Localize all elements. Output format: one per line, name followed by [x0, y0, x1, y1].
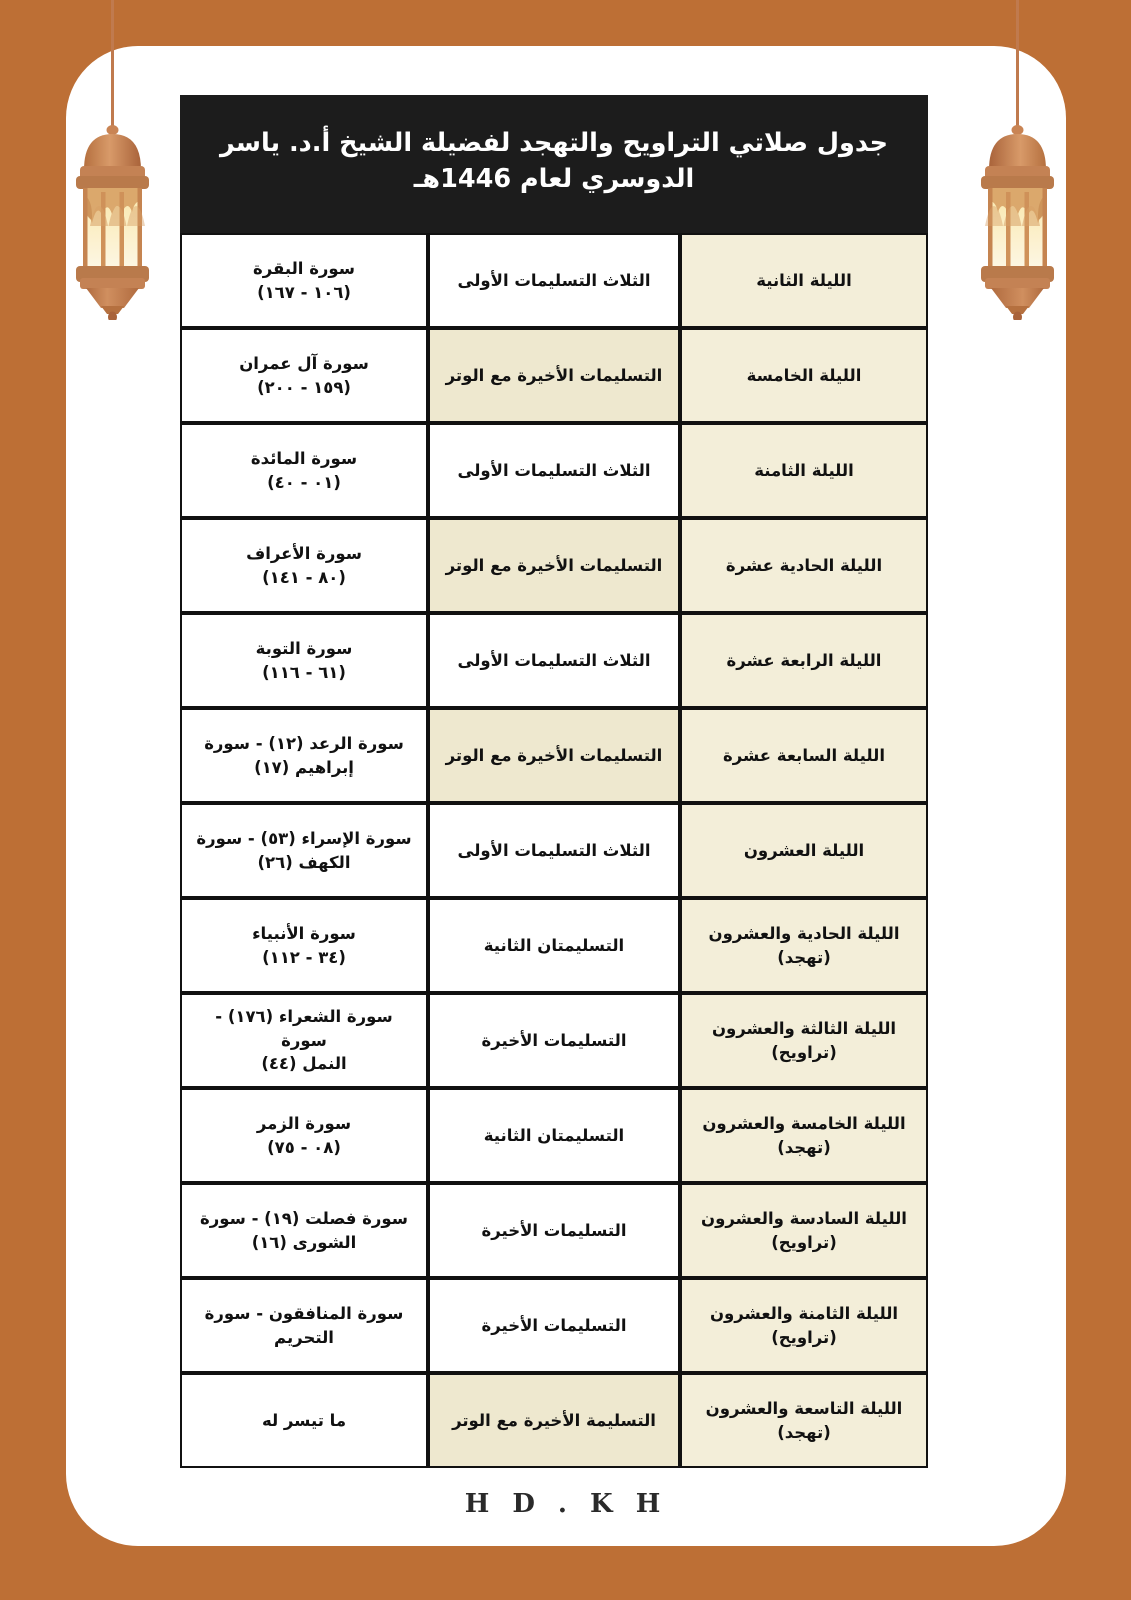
tasleem-label: الثلاث التسليمات الأولى [457, 270, 651, 290]
cell-surah [180, 898, 428, 993]
night-label: الليلة الرابعة عشرة [726, 650, 882, 670]
page-title [220, 125, 888, 197]
surah-label: سورة فصلت (١٩) - سورة [200, 1208, 408, 1228]
night-label: الليلة الحادية عشرة [725, 555, 883, 575]
cell-night [680, 518, 928, 613]
cell-night [680, 708, 928, 803]
table-body [180, 233, 928, 1468]
cell-tasleem [428, 1183, 680, 1278]
cell-surah [180, 1183, 428, 1278]
night-label: الليلة الثانية [756, 270, 852, 290]
surah-label: سورة الشعراء (١٧٦) - سورة [215, 1006, 393, 1050]
cell-tasleem [428, 803, 680, 898]
cell-surah [180, 613, 428, 708]
cell-tasleem [428, 233, 680, 328]
tasleem-label: التسليمات الأخيرة مع الوتر [445, 555, 663, 575]
night-label: الليلة الثامنة والعشرون [709, 1303, 899, 1323]
cell-night [680, 1183, 928, 1278]
table-row [180, 993, 928, 1088]
tasleem-label: الثلاث التسليمات الأولى [457, 460, 651, 480]
night-note: (تهجد) [777, 947, 831, 967]
table-row [180, 1088, 928, 1183]
cell-surah [180, 423, 428, 518]
cell-night [680, 1278, 928, 1373]
page-title-line2: الدوسري لعام 1446هـ [413, 164, 695, 194]
night-label: الليلة السابعة عشرة [723, 745, 885, 765]
surah-label: سورة المنافقون - سورة [204, 1303, 404, 1323]
surah-label: سورة الأعراف [246, 543, 362, 563]
cell-tasleem [428, 328, 680, 423]
poster-card [66, 46, 1066, 1546]
night-note: (تهجد) [777, 1422, 831, 1442]
night-label: الليلة الخامسة والعشرون [702, 1113, 906, 1133]
table-row [180, 898, 928, 993]
night-note: (تراويح) [771, 1327, 837, 1347]
cell-tasleem [428, 613, 680, 708]
surah-range: (٣٤ - ١١٢) [262, 947, 346, 967]
surah-range: إبراهيم (١٧) [254, 757, 354, 777]
night-note: (تراويح) [771, 1232, 837, 1252]
tasleem-label: التسليمتان الثانية [483, 1125, 625, 1145]
cell-night [680, 898, 928, 993]
night-note: (تراويح) [771, 1042, 837, 1062]
night-label: الليلة الثالثة والعشرون [711, 1018, 897, 1038]
cell-tasleem [428, 518, 680, 613]
tasleem-label: التسليمات الأخيرة [481, 1315, 627, 1335]
surah-label: سورة التوبة [255, 638, 353, 658]
cell-night [680, 1373, 928, 1468]
cell-night [680, 328, 928, 423]
table-row [180, 423, 928, 518]
table-row [180, 708, 928, 803]
surah-range: النمل (٤٤) [261, 1054, 347, 1074]
surah-range: (١٥٩ - ٢٠٠) [257, 377, 351, 397]
surah-label: سورة آل عمران [239, 353, 369, 373]
table-row [180, 1373, 928, 1468]
tasleem-label: التسليمات الأخيرة مع الوتر [445, 365, 663, 385]
surah-label: سورة المائدة [250, 448, 358, 468]
cell-tasleem [428, 1278, 680, 1373]
cell-tasleem [428, 708, 680, 803]
prayer-schedule-table [180, 233, 928, 1468]
cell-tasleem [428, 1373, 680, 1468]
night-label: الليلة العشرون [743, 840, 865, 860]
cell-surah [180, 708, 428, 803]
cell-surah [180, 1373, 428, 1468]
cell-surah [180, 1278, 428, 1373]
night-note: (تهجد) [777, 1137, 831, 1157]
table-row [180, 803, 928, 898]
table-row [180, 613, 928, 708]
cell-tasleem [428, 993, 680, 1088]
surah-range: (٠١ - ٤٠) [267, 472, 341, 492]
cell-tasleem [428, 898, 680, 993]
surah-label: سورة الزمر [256, 1113, 352, 1133]
night-label: الليلة السادسة والعشرون [701, 1208, 907, 1228]
surah-label: سورة الإسراء (٥٣) - سورة [196, 828, 412, 848]
surah-range: الكهف (٢٦) [257, 852, 351, 872]
surah-range: (١٠٦ - ١٦٧) [257, 282, 351, 302]
cell-surah [180, 233, 428, 328]
signature-credit: H D . K H [464, 1489, 668, 1519]
surah-range: الشورى (١٦) [251, 1232, 357, 1252]
night-label: الليلة الثامنة [754, 460, 854, 480]
cell-surah [180, 518, 428, 613]
surah-label: سورة البقرة [252, 258, 356, 278]
cell-night [680, 993, 928, 1088]
tasleem-label: الثلاث التسليمات الأولى [457, 840, 651, 860]
page-title-line1: جدول صلاتي التراويح والتهجد لفضيلة الشيخ أ.د. ياسر [220, 127, 888, 158]
surah-range: التحريم [274, 1327, 334, 1347]
surah-range: (٦١ - ١١٦) [262, 662, 346, 682]
surah-range: (٠٨ - ٧٥) [267, 1137, 341, 1157]
surah-label: سورة الرعد (١٢) - سورة [204, 733, 404, 753]
night-label: الليلة الحادية والعشرون [708, 923, 900, 943]
cell-night [680, 803, 928, 898]
table-row [180, 233, 928, 328]
cell-night [680, 613, 928, 708]
cell-surah [180, 1088, 428, 1183]
tasleem-label: التسليمات الأخيرة [481, 1030, 627, 1050]
cell-night [680, 423, 928, 518]
night-label: الليلة الخامسة [746, 365, 862, 385]
cell-surah [180, 803, 428, 898]
cell-tasleem [428, 1088, 680, 1183]
cell-tasleem [428, 423, 680, 518]
table-row [180, 328, 928, 423]
poster-title-band [180, 95, 928, 233]
night-label: الليلة التاسعة والعشرون [705, 1398, 903, 1418]
table-row [180, 1278, 928, 1373]
surah-label: ما تيسر له [261, 1410, 347, 1430]
tasleem-label: الثلاث التسليمات الأولى [457, 650, 651, 670]
tasleem-label: التسليمات الأخيرة [481, 1220, 627, 1240]
cell-surah [180, 993, 428, 1088]
table-row [180, 518, 928, 613]
tasleem-label: التسليمات الأخيرة مع الوتر [445, 745, 663, 765]
surah-range: (٨٠ - ١٤١) [262, 567, 346, 587]
cell-night [680, 1088, 928, 1183]
table-row [180, 1183, 928, 1278]
cell-night [680, 233, 928, 328]
tasleem-label: التسليمتان الثانية [483, 935, 625, 955]
cell-surah [180, 328, 428, 423]
surah-label: سورة الأنبياء [252, 923, 356, 943]
tasleem-label: التسليمة الأخيرة مع الوتر [452, 1410, 656, 1430]
